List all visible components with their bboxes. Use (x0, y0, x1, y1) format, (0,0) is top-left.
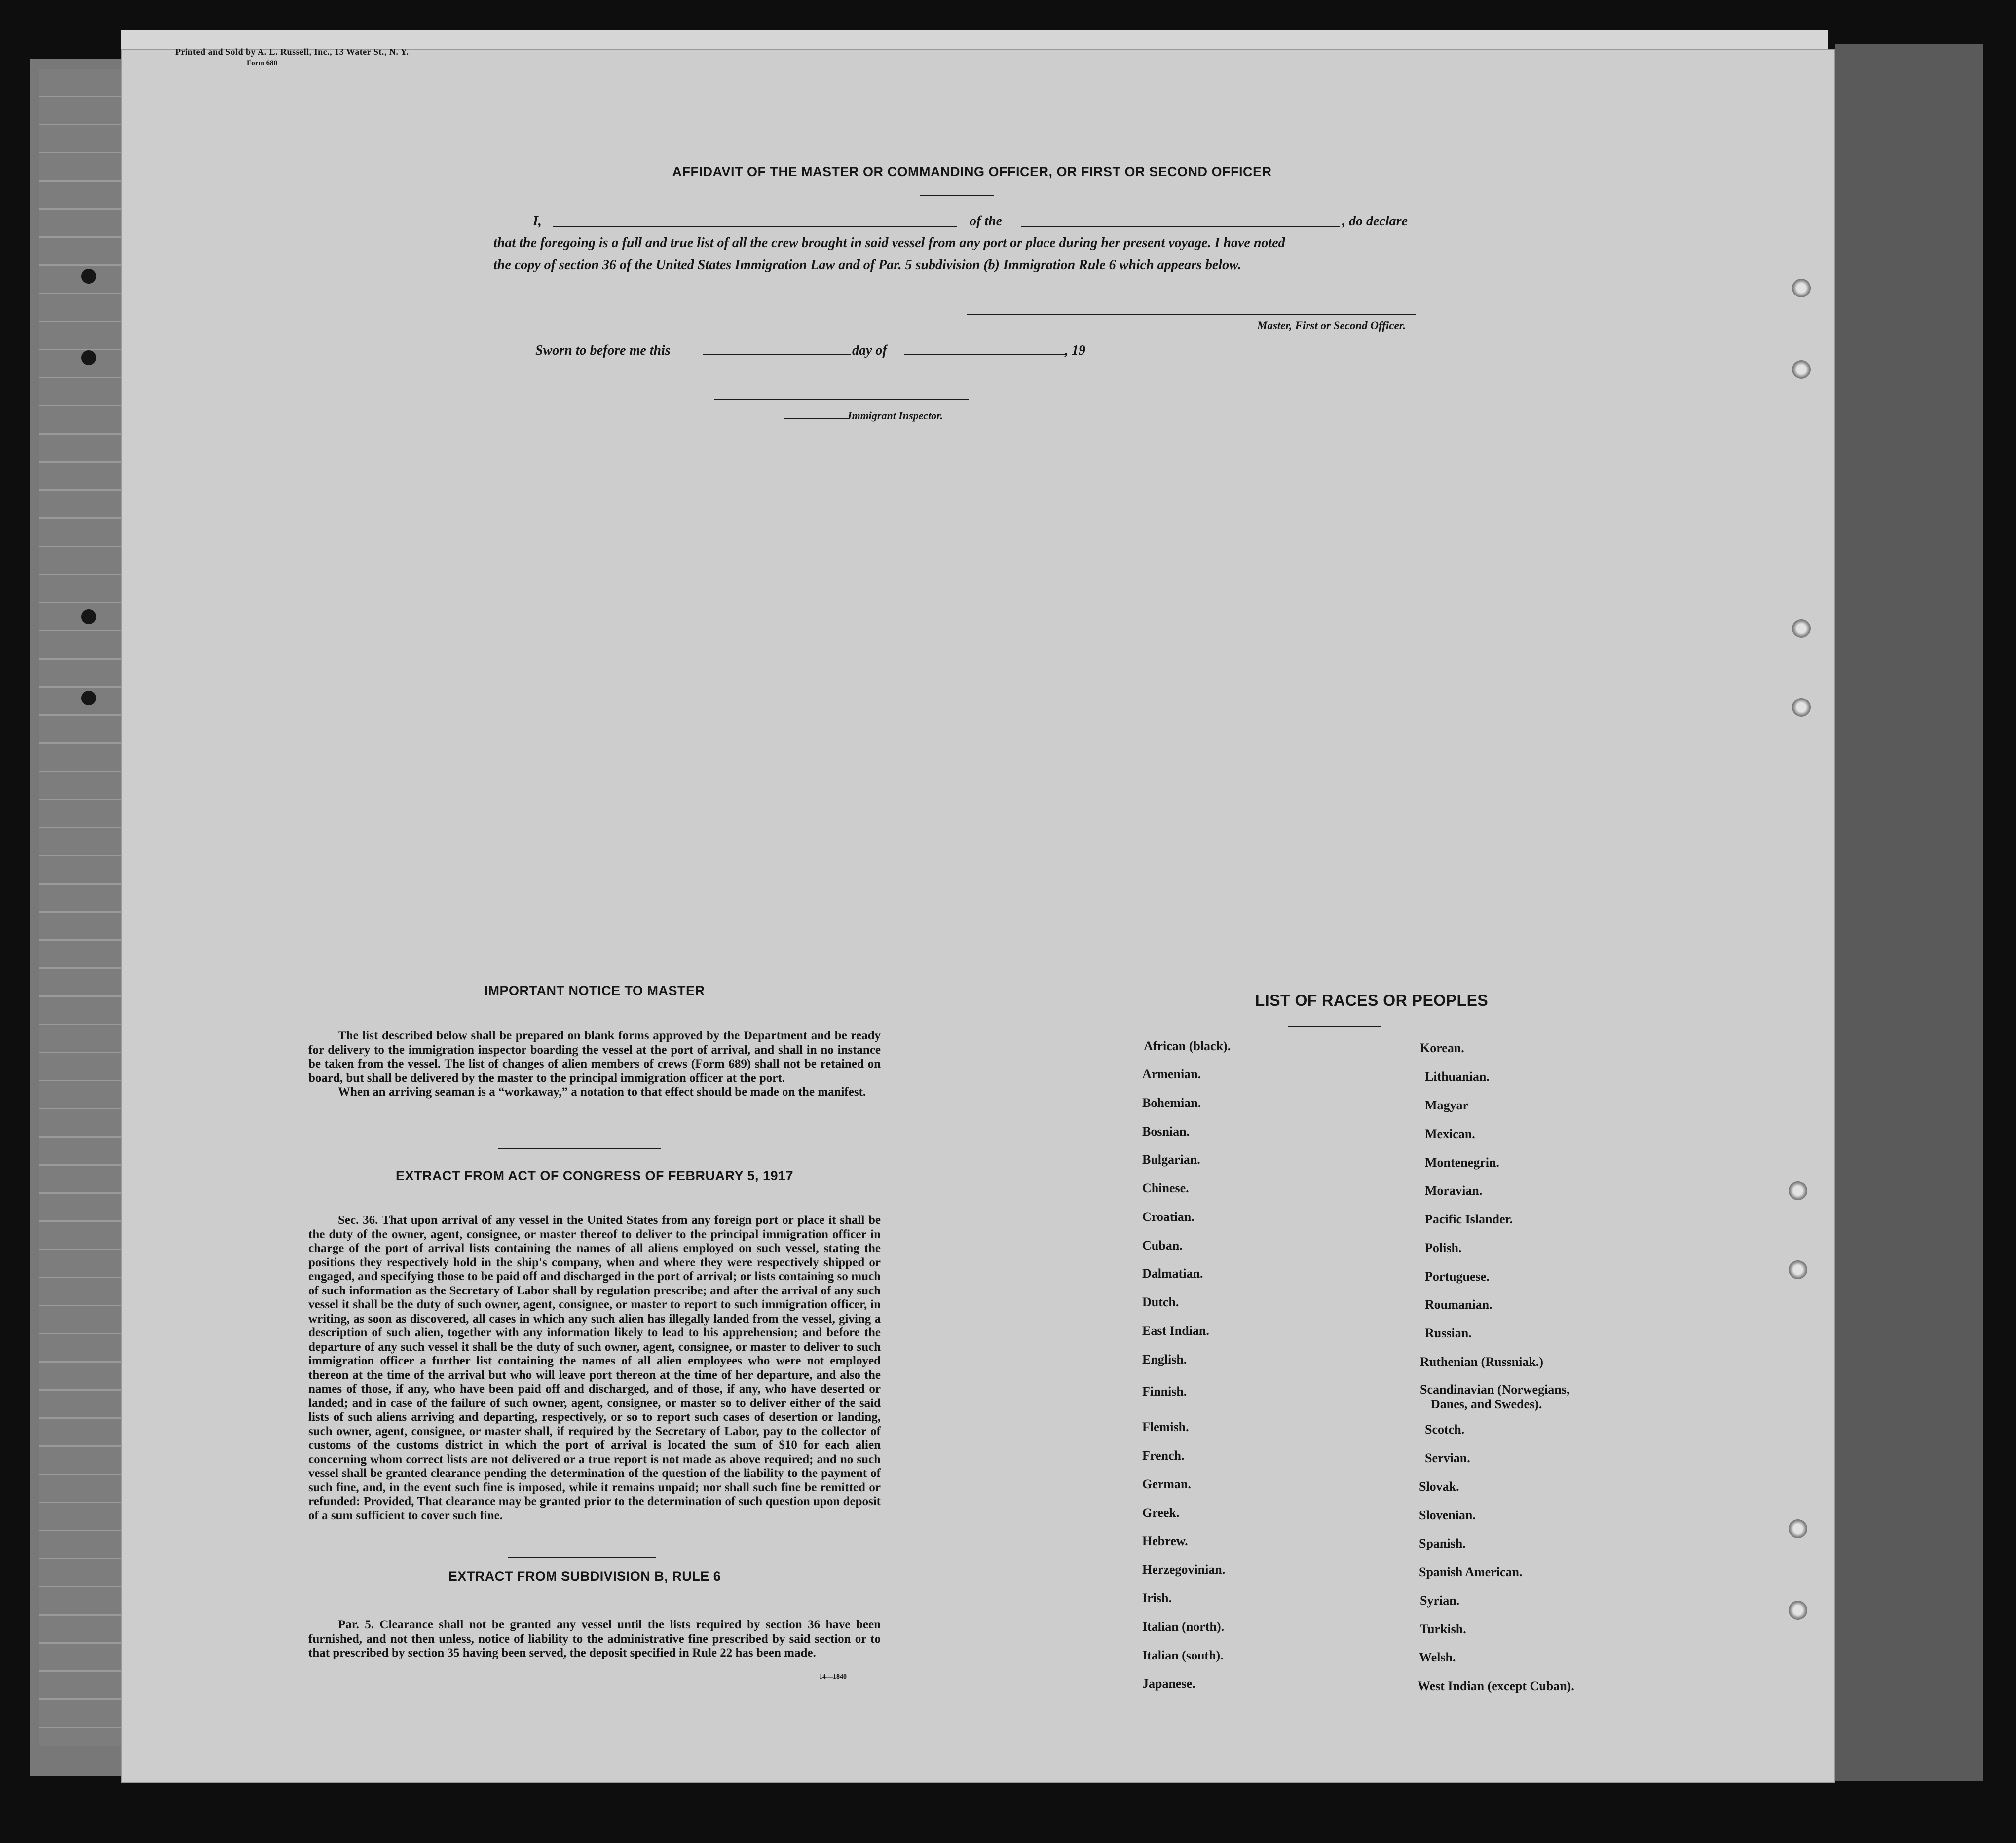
section-divider (508, 1557, 656, 1558)
vessel-blank-line[interactable] (1021, 226, 1340, 227)
punch-hole (1792, 619, 1811, 638)
race-item: Slovenian. (1419, 1508, 1476, 1522)
title-underline (920, 195, 994, 196)
race-item: Hebrew. (1142, 1534, 1188, 1548)
race-item: Russian. (1425, 1326, 1472, 1340)
binder-hole (81, 269, 96, 284)
sworn-label: Sworn to before me this (535, 343, 671, 358)
month-line[interactable] (904, 354, 1067, 355)
race-item: Slovak. (1419, 1479, 1459, 1494)
race-item: Spanish American. (1419, 1565, 1523, 1579)
punch-hole (1789, 1181, 1807, 1200)
race-item: East Indian. (1142, 1324, 1209, 1338)
race-item: Ruthenian (Russniak.) (1420, 1355, 1543, 1369)
inspector-short-line (784, 418, 849, 419)
extract-act-text (308, 1214, 881, 1523)
notice-paragraph-2: When an arriving seaman is a “workaway,” a notation to that effect should be made on the manifest. (338, 1085, 866, 1099)
race-item: Bohemian. (1142, 1096, 1201, 1110)
races-title-underline (1288, 1026, 1381, 1027)
back-sheet-right (1835, 44, 1983, 1781)
affidavit-title: AFFIDAVIT OF THE MASTER OR COMMANDING OFFICER, OR FIRST OR SECOND OFFICER (672, 164, 1272, 179)
race-item: Danes, and Swedes). (1431, 1397, 1542, 1411)
race-item: Servian. (1425, 1451, 1470, 1465)
binder-hole (81, 350, 96, 365)
extract-act-title: EXTRACT FROM ACT OF CONGRESS OF FEBRUARY 5, 1917 (395, 1168, 794, 1183)
race-item: Chinese. (1142, 1181, 1189, 1195)
form-number: Form 680 (247, 59, 278, 67)
master-signature-label: Master, First or Second Officer. (1257, 319, 1406, 332)
affidavit-of-the: of the (970, 214, 1003, 229)
ruled-back-page (39, 69, 123, 1746)
section-divider (498, 1148, 661, 1149)
printer-imprint: Printed and Sold by A. L. Russell, Inc., 13 Water St., N. Y. (175, 47, 409, 57)
binder-hole (81, 609, 96, 624)
race-item: African (black). (1144, 1039, 1231, 1053)
punch-hole (1792, 279, 1811, 297)
inspector-signature-line[interactable] (714, 399, 969, 400)
punch-hole (1792, 698, 1811, 717)
race-item: Scandinavian (Norwegians, (1420, 1382, 1570, 1397)
race-item: Croatian. (1142, 1210, 1195, 1224)
affidavit-do-declare: , do declare (1342, 214, 1408, 229)
extract-rule-title: EXTRACT FROM SUBDIVISION B, RULE 6 (448, 1569, 721, 1584)
notice-text (308, 1029, 881, 1100)
race-item: Herzegovinian. (1142, 1562, 1226, 1577)
notice-paragraph-1: The list described below shall be prepared on blank forms approved by the Department and be ready for delivery to the immigration inspector boarding the vessel at the port of arrival, and shall in no instance be taken from the vessel. The list of changes of alien members of crews (Form 689) shall not be retained on board, but shall be delivered by the master to the principal immigration officer at the port. (308, 1029, 881, 1085)
race-item: German. (1142, 1477, 1191, 1491)
race-item: Spanish. (1419, 1536, 1466, 1550)
punch-hole (1792, 360, 1811, 379)
inspector-label: Immigrant Inspector. (848, 409, 943, 422)
punch-hole (1789, 1601, 1807, 1620)
race-item: Welsh. (1419, 1650, 1456, 1664)
affidavit-i-label: I, (533, 214, 542, 229)
race-item: Portuguese. (1425, 1269, 1490, 1284)
race-item: Dalmatian. (1142, 1266, 1203, 1281)
affidavit-line-2: that the foregoing is a full and true list of all the crew brought in said vessel from any port or place during her present voyage. I have noted (493, 235, 1285, 251)
race-item: Magyar (1425, 1098, 1469, 1112)
race-item: Montenegrin. (1425, 1155, 1499, 1170)
race-item: Turkish. (1420, 1622, 1466, 1636)
race-item: Greek. (1142, 1506, 1180, 1520)
sworn-day-line[interactable] (703, 354, 851, 355)
race-item: Roumanian. (1425, 1297, 1493, 1312)
punch-hole (1789, 1519, 1807, 1538)
race-item: Polish. (1425, 1241, 1462, 1255)
affidavit-line-3: the copy of section 36 of the United States Immigration Law and of Par. 5 subdivision (b) Immigration Rule 6 which appears below. (493, 258, 1241, 273)
name-blank-line[interactable] (553, 226, 957, 227)
race-item: Irish. (1142, 1591, 1172, 1605)
race-item: Mexican. (1425, 1127, 1475, 1141)
race-item: Pacific Islander. (1425, 1212, 1513, 1226)
race-item: Armenian. (1142, 1067, 1201, 1081)
punch-hole (1789, 1260, 1807, 1279)
race-item: Lithuanian. (1425, 1069, 1490, 1084)
race-item: Scotch. (1425, 1422, 1465, 1437)
binder-hole (81, 691, 96, 705)
race-item: Syrian. (1420, 1593, 1460, 1608)
race-item: Moravian. (1425, 1183, 1483, 1198)
races-title: LIST OF RACES OR PEOPLES (1255, 992, 1489, 1009)
day-of-label: day of (852, 343, 887, 358)
race-item: Bulgarian. (1142, 1152, 1200, 1167)
race-item: Italian (north). (1142, 1620, 1225, 1634)
race-item: French. (1142, 1448, 1185, 1463)
race-item: Cuban. (1142, 1238, 1183, 1253)
extract-rule-text (308, 1618, 881, 1660)
document-page (121, 49, 1835, 1783)
form-code: 14—1840 (819, 1673, 847, 1681)
race-item: Japanese. (1142, 1676, 1195, 1691)
year-label: , 19 (1065, 343, 1085, 358)
section-36-text: Sec. 36. That upon arrival of any vessel in the United States from any foreign port or place it shall be the duty of the owner, agent, consignee, or master thereof to deliver to the principal immigration officer in charge of the port of arrival lists containing the names of all aliens employed on such vessel, stating the positions they respectively hold in the ship's company, when and where they were respectively shipped or engaged, and specifying those to be paid off and discharged in the port of arrival; or lists containing so much of such information as the Secretary of Labor shall by regulation prescribe; and after the arrival of any such vessel it shall be the duty of such owner, agent, consignee, or master to report to such immigration officer, in writing, as soon as discovered, all cases in which any such alien has illegally landed from the vessel, giving a description of such alien, together with any information likely to lead to his apprehension; and before the departure of any such vessel it shall be the duty of such owner, agent, consignee, or master to deliver to such immigration officer a further list containing the names of all alien employees who were not employed thereon at the time of the arrival but who will leave port thereon at the time of her departure, and also the names of those, if any, who have been paid off and discharged, and of those, if any, who have deserted or landed; and in case of the failure of such owner, agent, consignee, or master so to deliver either of the said lists of such aliens arriving and departing, respectively, or so to report such cases of desertion or landing, such owner, agent, consignee, or master shall, if required by the Secretary of Labor, pay to the collector of customs of the customs district in which the port of arrival is located the sum of $10 for each alien concerning whom correct lists are not delivered or a true report is not made as above required; and no such vessel shall be granted clearance pending the determination of the question of the liability to the payment of such fine, and, in the event such fine is imposed, while it remains unpaid; nor shall such fine be remitted or refunded: Provided, That clearance may be granted prior to the determination of such question upon deposit of a sum sufficient to cover such fine. (308, 1214, 881, 1522)
master-signature-line[interactable] (967, 314, 1416, 315)
race-item: Dutch. (1142, 1295, 1179, 1309)
notice-title: IMPORTANT NOTICE TO MASTER (484, 983, 705, 998)
race-item: West Indian (except Cuban). (1418, 1679, 1574, 1693)
race-item: Finnish. (1142, 1384, 1187, 1399)
race-item: Flemish. (1142, 1420, 1189, 1434)
race-item: Bosnian. (1142, 1124, 1190, 1139)
race-item: Italian (south). (1142, 1648, 1224, 1662)
par-5-text: Par. 5. Clearance shall not be granted any vessel until the lists required by section 36 have been furnished, and not then unless, notice of liability to the administrative fine prescribed by said section or to that prescribed by section 35 having been served, the deposit specified in Rule 22 has been made. (308, 1618, 881, 1659)
race-item: English. (1142, 1352, 1187, 1366)
race-item: Korean. (1420, 1041, 1464, 1055)
